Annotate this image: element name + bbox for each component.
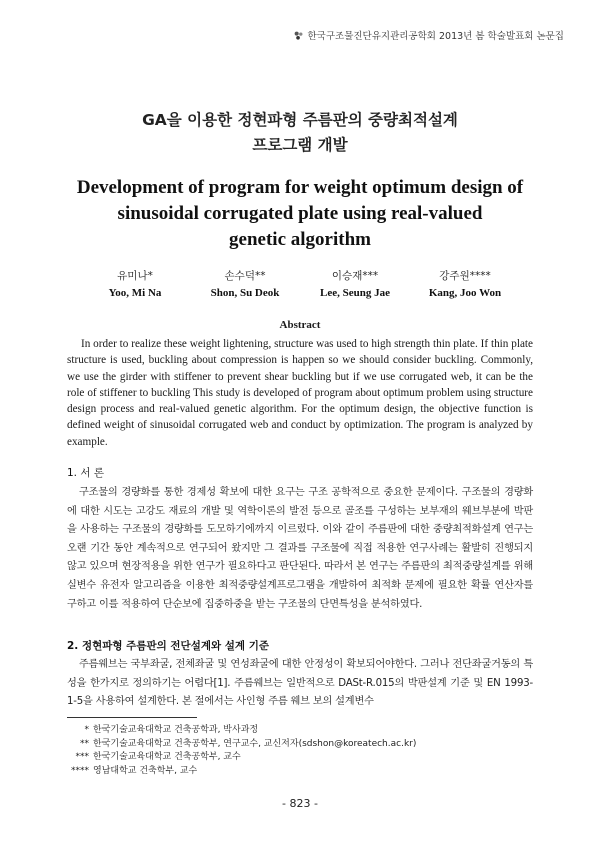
author xyxy=(80,268,190,299)
footnote-mark: **** xyxy=(71,765,89,776)
korean-title-line-2: 프로그램 개발 xyxy=(252,136,348,154)
section-1-text: 구조물의 경량화를 통한 경제성 확보에 대한 요구는 구조 공학적으로 중요한 문제이다. 구조물의 경량화에 대한 시도는 고강도 재료의 개발 및 역학이론의 발전 등으로 골조를 구성하는 보부재의 웨브부분에 박판을 사용하는 구조물의 경량화를 도모하기에까지 이르렀다. 이와 같이 주름판에 대한 중량최적화설계 연구는 오랜 기간 동안 계속적으로 연구되어 왔지만 그 결과를 구조물에 직접 적용한 연구사례는 활발히 진행되지 않고 있으며 현장적용을 위한 연구가 필요하다고 판단된다. 따라서 본 연구는 주름판의 최적중량설계를 위해 실변수 유전자 알고리즘을 이용한 최적중량설계프로그램을 개발하여 최적화 문제에 필요한 확률 연산자를 구하고 이를 적용하여 단순보에 집중하중을 받는 구조물의 단면특성을 분석하였다. xyxy=(67,487,533,610)
conference-logo-icon xyxy=(293,30,304,41)
author-name-korean: 이승재*** xyxy=(331,270,379,282)
footnote-text: 한국기술교육대학교 건축공학부, 교수 xyxy=(93,752,241,762)
author xyxy=(190,268,300,299)
footnote-text: 한국기술교육대학교 건축공학과, 박사과정 xyxy=(93,725,259,735)
english-title-line-1: Development of program for weight optimum design of xyxy=(76,177,524,198)
footnote-mark: *** xyxy=(75,752,89,762)
footnote-mark: ** xyxy=(80,738,89,749)
abstract-text: In order to realize these weight lightening, structure was used to high strength thin plate. If thin plate structure is used, buckling about compression is happen so we should consider buckling. Commonly, we use the girder with stiffener to prevent shear buckling but if we use corrugated web, it can be the role of stiffener to buckling This study is developed of program about optimum problem using structure design process and real-valued genetic algorithm. For the optimum design, the objective function is defined weight of sinusoidal corrugated web and conduct by optimization. The program is analyzed by example. xyxy=(67,338,533,448)
footnote xyxy=(67,765,533,779)
section-2-heading: 2. 정현파형 주름판의 전단설계와 설계 기준 xyxy=(67,640,270,652)
author-name-english: Lee, Seung Jae xyxy=(320,287,390,299)
footnote xyxy=(67,738,533,752)
section-2-text: 주름웨브는 국부좌굴, 전체좌굴 및 연성좌굴에 대한 안정성이 확보되어야한다. 그러나 전단좌굴거동의 특성을 한가지로 정의하기는 어렵다[1]. 주름웨브는 일반적으로 DASt-R.015의 박판설계 기준 및 EN 1993-1-5을 사용하여 설계한다. 본 절에서는 사인형 주름 웨브 보의 설계변수 xyxy=(67,659,533,708)
author-name-korean: 손수덕** xyxy=(224,270,266,282)
english-title-line-3: genetic algorithm xyxy=(229,229,371,250)
footnote xyxy=(67,751,533,765)
author-name-korean: 유미나* xyxy=(117,270,153,282)
footnote xyxy=(67,724,533,738)
running-header xyxy=(293,28,564,42)
author-list xyxy=(80,268,520,299)
header-text: 한국구조물진단유지관리공학회 2013년 봄 학술발표회 논문집 xyxy=(307,31,564,42)
footnote-divider xyxy=(67,717,197,718)
author-name-english: Yoo, Mi Na xyxy=(108,287,162,299)
footnote-text: 영남대학교 건축학부, 교수 xyxy=(93,765,198,776)
korean-title-line-1: GA을 이용한 정현파형 주름판의 중량최적설계 xyxy=(142,111,458,129)
section-1-heading: 1. 서 론 xyxy=(67,467,104,479)
author xyxy=(410,268,520,299)
footnote-mark: * xyxy=(84,725,89,735)
english-title-line-2: sinusoidal corrugated plate using real-valued xyxy=(117,203,483,224)
page-number: - 823 - xyxy=(282,797,318,810)
author-name-korean: 강주원**** xyxy=(439,270,491,282)
author-name-english: Shon, Su Deok xyxy=(210,287,280,299)
abstract-heading: Abstract xyxy=(279,319,321,331)
footnote-text: 한국기술교육대학교 건축공학부, 연구교수, 교신저자(sdshon@koreatech.ac.kr) xyxy=(93,738,417,749)
footnotes xyxy=(67,724,533,778)
author xyxy=(300,268,410,299)
author-name-english: Kang, Joo Won xyxy=(428,287,502,299)
